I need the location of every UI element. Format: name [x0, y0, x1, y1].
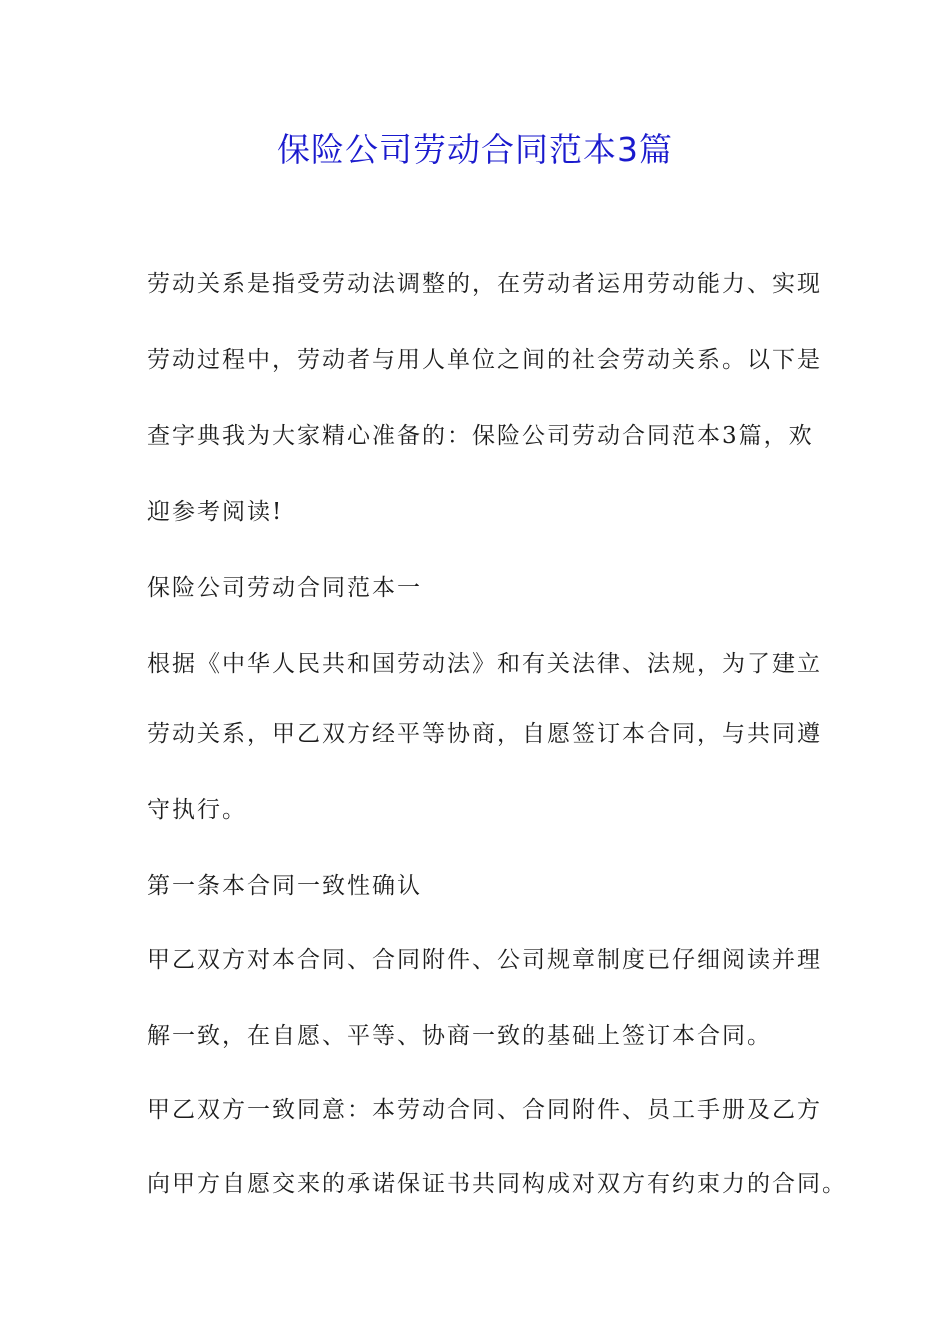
paragraph-line-7: 守执行。	[147, 797, 247, 823]
document-title: 保险公司劳动合同范本3篇	[277, 130, 673, 169]
paragraph-line-4: 迎参考阅读!	[147, 499, 284, 525]
paragraph-line-5: 根据《中华人民共和国劳动法》和有关法律、法规，为了建立	[147, 651, 822, 677]
paragraph-line-11: 向甲方自愿交来的承诺保证书共同构成对双方有约束力的合同。	[147, 1171, 847, 1197]
paragraph-line-8: 甲乙双方对本合同、合同附件、公司规章制度已仔细阅读并理	[147, 947, 822, 973]
paragraph-line-3: 查字典我为大家精心准备的：保险公司劳动合同范本3篇，欢	[147, 423, 814, 449]
paragraph-line-10: 甲乙双方一致同意：本劳动合同、合同附件、员工手册及乙方	[147, 1097, 822, 1123]
section-heading-1: 保险公司劳动合同范本一	[147, 575, 422, 601]
clause-heading-1: 第一条本合同一致性确认	[147, 873, 422, 899]
paragraph-line-1: 劳动关系是指受劳动法调整的，在劳动者运用劳动能力、实现	[147, 271, 822, 297]
paragraph-line-6: 劳动关系，甲乙双方经平等协商，自愿签订本合同，与共同遵	[147, 721, 822, 747]
paragraph-line-2: 劳动过程中，劳动者与用人单位之间的社会劳动关系。以下是	[147, 347, 822, 373]
paragraph-line-9: 解一致，在自愿、平等、协商一致的基础上签订本合同。	[147, 1023, 772, 1049]
